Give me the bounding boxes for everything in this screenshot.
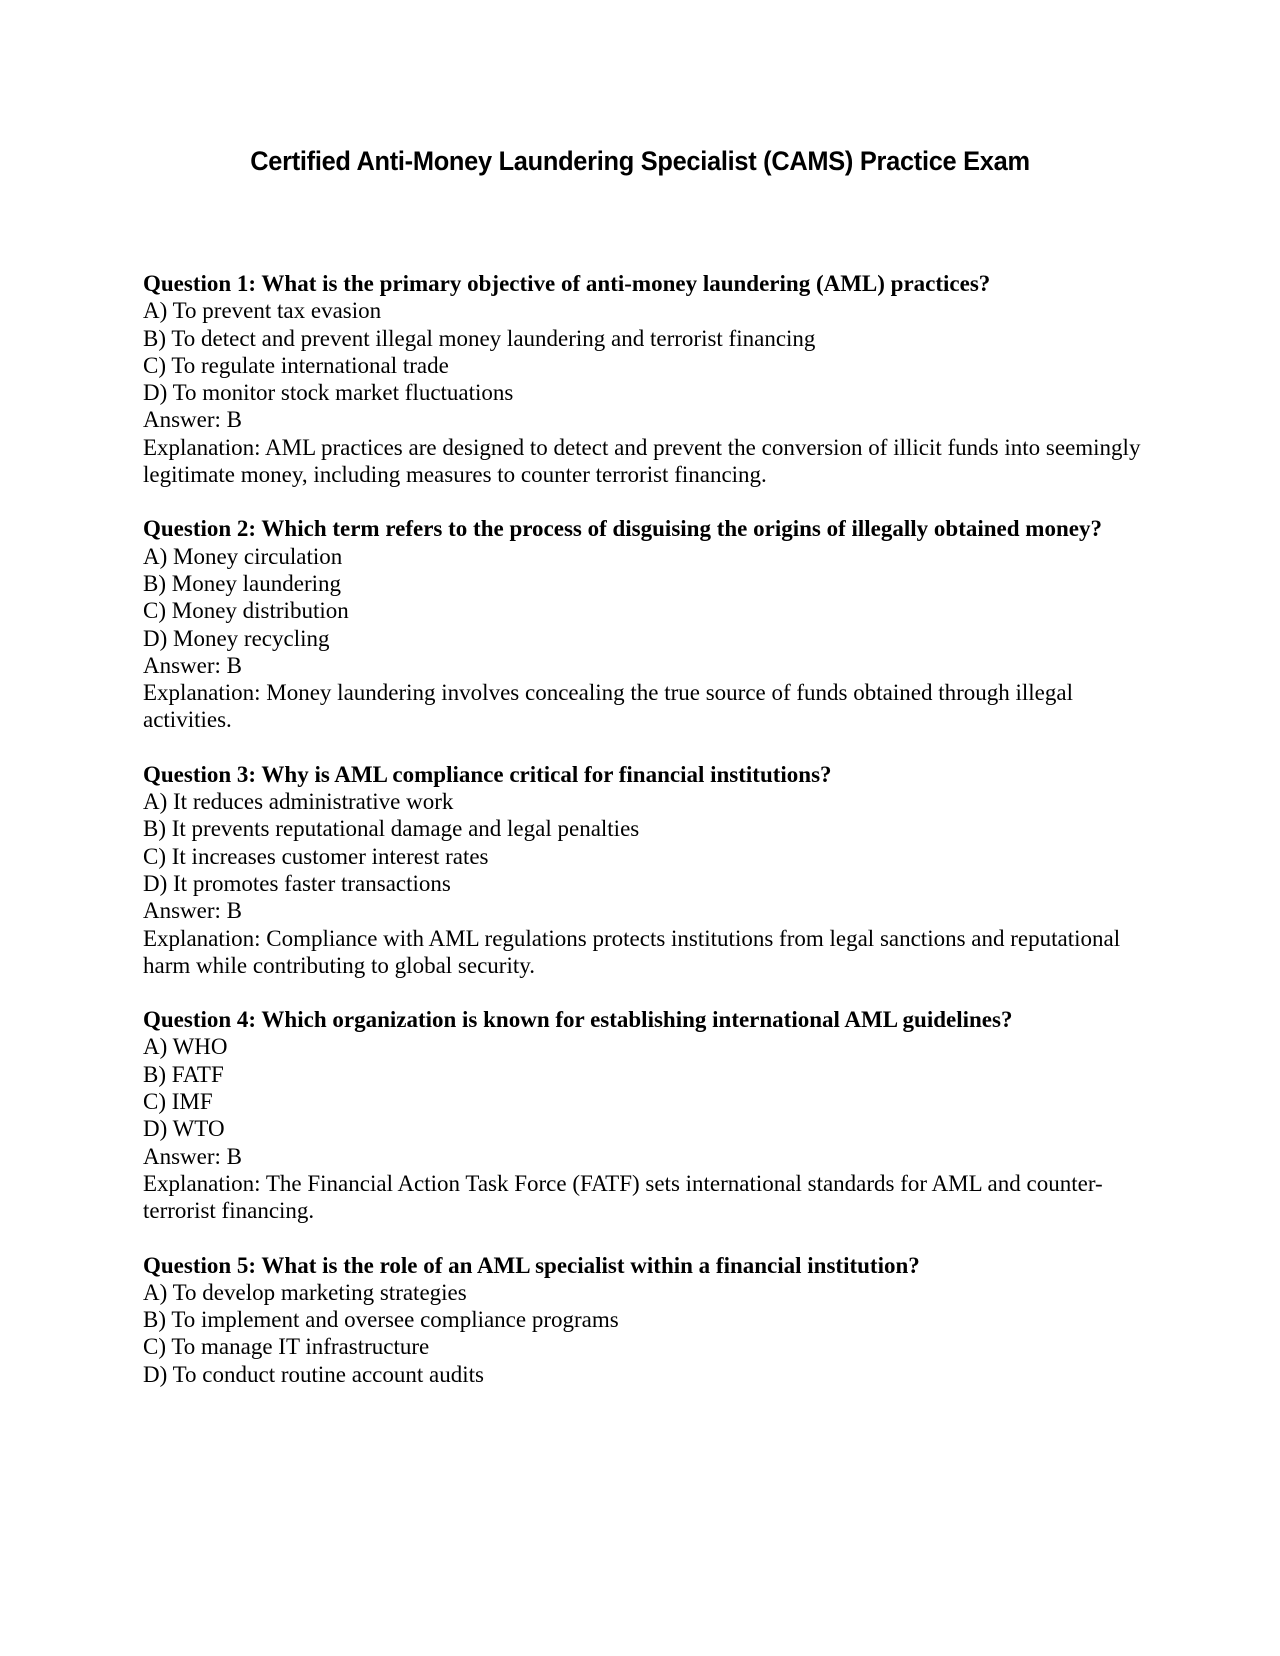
explanation: Explanation: Compliance with AML regulations protects institutions from legal sanctions and reputational harm while contributing to global security.: [143, 925, 1121, 978]
option-c: C) It increases customer interest rates: [143, 843, 489, 869]
question-heading: Question 2: Which term refers to the process of disguising the origins of illegally obtained money?: [143, 516, 1102, 542]
option-c: C) Money distribution: [143, 598, 349, 624]
option-a: A) Money circulation: [143, 543, 343, 569]
option-a: A) To prevent tax evasion: [143, 298, 382, 324]
option-b: B) Money laundering: [143, 570, 342, 596]
option-d: D) It promotes faster transactions: [143, 870, 451, 896]
question-heading: Question 3: Why is AML compliance critical for financial institutions?: [143, 761, 832, 787]
question-2: [143, 515, 1143, 733]
option-a: A) WHO: [143, 1034, 228, 1060]
question-4: [143, 1006, 1143, 1224]
option-b: B) It prevents reputational damage and legal penalties: [143, 816, 640, 842]
option-b: B) To implement and oversee compliance programs: [143, 1307, 619, 1333]
answer: Answer: B: [143, 1143, 243, 1169]
option-a: A) To develop marketing strategies: [143, 1279, 467, 1305]
option-a: A) It reduces administrative work: [143, 789, 454, 815]
question-heading: Question 5: What is the role of an AML specialist within a financial institution?: [143, 1252, 920, 1278]
option-c: C) IMF: [143, 1089, 213, 1115]
question-5: [143, 1252, 1143, 1388]
explanation: Explanation: The Financial Action Task Force (FATF) sets international standards for AML and counter-terrorist financing.: [143, 1170, 1103, 1224]
document-title: Certified Anti-Money Laundering Specialist (CAMS) Practice Exam: [250, 146, 1030, 176]
option-d: D) Money recycling: [143, 625, 330, 651]
option-d: D) To conduct routine account audits: [143, 1361, 484, 1387]
explanation: Explanation: AML practices are designed to detect and prevent the conversion of illicit funds into seemingly legitimate money, including measures to counter terrorist financing.: [143, 434, 1141, 488]
question-1: [143, 270, 1143, 488]
answer: Answer: B: [143, 898, 243, 924]
question-list: [143, 270, 1143, 1415]
option-b: B) FATF: [143, 1061, 224, 1087]
option-d: D) To monitor stock market fluctuations: [143, 380, 514, 406]
option-d: D) WTO: [143, 1116, 225, 1142]
explanation: Explanation: Money laundering involves concealing the true source of funds obtained through illegal activities.: [143, 680, 1073, 733]
option-b: B) To detect and prevent illegal money laundering and terrorist financing: [143, 325, 816, 351]
option-c: C) To manage IT infrastructure: [143, 1334, 430, 1360]
question-heading: Question 1: What is the primary objective of anti-money laundering (AML) practices?: [143, 271, 991, 296]
option-c: C) To regulate international trade: [143, 352, 449, 378]
question-3: [143, 761, 1143, 979]
answer: Answer: B: [143, 652, 243, 678]
question-heading: Question 4: Which organization is known for establishing international AML guidelines?: [143, 1007, 1013, 1033]
answer: Answer: B: [143, 407, 243, 433]
